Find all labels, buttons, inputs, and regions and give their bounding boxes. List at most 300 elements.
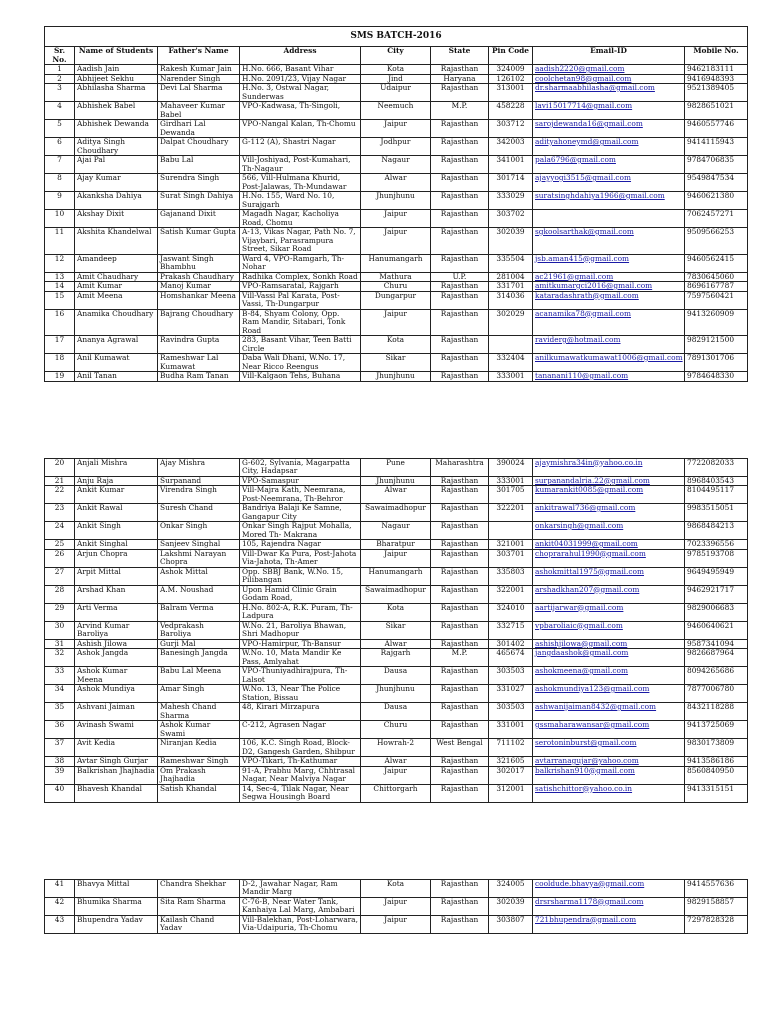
- email-cell: [533, 621, 685, 639]
- city-cell: Alwar: [361, 486, 431, 504]
- city-cell: Sawaimadhopur: [361, 504, 431, 522]
- address-cell: VPO-Tikari, Th-Kathumar: [240, 757, 361, 767]
- state-cell: Rajasthan: [431, 540, 489, 550]
- mobile-cell: 9826687964: [685, 649, 748, 667]
- city-cell: Jind: [361, 74, 431, 84]
- email-link[interactable]: ajayyogi3515@gmail.com: [535, 173, 632, 182]
- mobile-cell: 9983515051: [685, 504, 748, 522]
- address-cell: VPO-Hamirpur, Th-Bansur: [240, 639, 361, 649]
- email-cell: [533, 739, 685, 757]
- table-row: [45, 102, 748, 120]
- state-cell: Rajasthan: [431, 685, 489, 703]
- mobile-cell: 9413725069: [685, 721, 748, 739]
- state-cell: Haryana: [431, 74, 489, 84]
- student-name-cell: Arshad Khan: [75, 585, 158, 603]
- email-link[interactable]: aartijarwar@gmail.com: [535, 603, 624, 612]
- father-name-cell: Ashok Kumar Swami: [158, 721, 240, 739]
- email-cell: [533, 120, 685, 138]
- pin-code-cell: 333029: [489, 192, 533, 210]
- father-name-cell: Gajanand Dixit: [158, 210, 240, 228]
- city-cell: Udaipur: [361, 84, 431, 102]
- email-cell: [533, 282, 685, 292]
- email-link[interactable]: coolchetan98@gmail.com: [535, 74, 632, 83]
- table-row: [45, 504, 748, 522]
- city-cell: Churu: [361, 721, 431, 739]
- email-link[interactable]: amitkumargci2016@gmail.com: [535, 281, 653, 290]
- email-cell: [533, 486, 685, 504]
- father-name-cell: Budha Ram Tanan: [158, 372, 240, 382]
- state-cell: Maharashtra: [431, 458, 489, 476]
- father-name-cell: Chandra Shekhar: [158, 879, 240, 897]
- sr-no-cell: 1: [45, 65, 75, 75]
- student-name-cell: Arvind Kumar Baroliya: [75, 621, 158, 639]
- email-cell: [533, 254, 685, 272]
- mobile-cell: 7297828328: [685, 915, 748, 933]
- email-cell: [533, 102, 685, 120]
- student-table-continued: [44, 879, 748, 934]
- email-link[interactable]: vpbaroliaic@gmail.com: [535, 621, 623, 630]
- address-cell: H.No. 3, Ostwal Nagar, Sunderwas: [240, 84, 361, 102]
- father-name-cell: Ravindra Gupta: [158, 336, 240, 354]
- table-row: [45, 549, 748, 567]
- state-cell: Rajasthan: [431, 585, 489, 603]
- student-name-cell: Amit Chaudhary: [75, 272, 158, 282]
- address-cell: H.No. 802-A, R.K. Puram, Th-Ladpura: [240, 603, 361, 621]
- email-link[interactable]: avtarranagujar@yahoo.com: [535, 756, 639, 765]
- city-cell: Kota: [361, 65, 431, 75]
- pin-code-cell: 312001: [489, 784, 533, 802]
- student-name-cell: Amandeep: [75, 254, 158, 272]
- student-name-cell: Bhavesh Khandal: [75, 784, 158, 802]
- address-cell: 14, Sec-4, Tilak Nagar, Near Segwa Housingh Board: [240, 784, 361, 802]
- email-cell: [533, 685, 685, 703]
- father-name-cell: Ajay Mishra: [158, 458, 240, 476]
- sr-no-cell: 18: [45, 354, 75, 372]
- student-name-cell: Ajai Pal: [75, 156, 158, 174]
- father-name-cell: A.M. Noushad: [158, 585, 240, 603]
- mobile-cell: 9549847534: [685, 174, 748, 192]
- father-name-cell: Rameshwar Singh: [158, 757, 240, 767]
- city-cell: Jaipur: [361, 766, 431, 784]
- father-name-cell: Kailash Chand Yadav: [158, 915, 240, 933]
- state-cell: Rajasthan: [431, 156, 489, 174]
- mobile-cell: 7062457271: [685, 210, 748, 228]
- city-cell: Kota: [361, 879, 431, 897]
- address-cell: 48, Kirari Mirzapura: [240, 703, 361, 721]
- table-row: [45, 65, 748, 75]
- address-cell: VPO-Thuniyadhirajpura, Th-Lalsot: [240, 667, 361, 685]
- pin-code-cell: 324005: [489, 879, 533, 897]
- state-cell: Rajasthan: [431, 228, 489, 255]
- state-cell: Rajasthan: [431, 210, 489, 228]
- sr-no-cell: 40: [45, 784, 75, 802]
- state-cell: Rajasthan: [431, 354, 489, 372]
- email-link[interactable]: kumarankit0085@gmail.com: [535, 485, 644, 494]
- address-cell: G-602, Sylvania, Magarpatta City, Hadapsar: [240, 458, 361, 476]
- table-row: [45, 897, 748, 915]
- email-link[interactable]: drsrsharma1178@gmail.com: [535, 897, 644, 906]
- state-cell: Rajasthan: [431, 174, 489, 192]
- city-cell: Pune: [361, 458, 431, 476]
- email-link[interactable]: anilkumawatkumawat1006@gmail.com: [535, 353, 683, 362]
- student-name-cell: Ashvani Jaiman: [75, 703, 158, 721]
- pin-code-cell: 301705: [489, 486, 533, 504]
- pin-code-cell: 332715: [489, 621, 533, 639]
- address-cell: D-2, Jawahar Nagar, Ram Mandir Marg: [240, 879, 361, 897]
- state-cell: Rajasthan: [431, 254, 489, 272]
- email-cell: [533, 228, 685, 255]
- father-name-cell: Homshankar Meena: [158, 291, 240, 309]
- state-cell: Rajasthan: [431, 282, 489, 292]
- pin-code-cell: 302039: [489, 228, 533, 255]
- table-row: [45, 649, 748, 667]
- city-cell: Jaipur: [361, 120, 431, 138]
- email-link[interactable]: dr.sharmaabhilasha@gmail.com: [535, 83, 655, 92]
- city-cell: Bharatpur: [361, 540, 431, 550]
- state-cell: Rajasthan: [431, 784, 489, 802]
- state-cell: Rajasthan: [431, 721, 489, 739]
- address-cell: C-212, Agrasen Nagar: [240, 721, 361, 739]
- city-cell: Nagaur: [361, 522, 431, 540]
- email-link[interactable]: ashokmundiya123@gmail.com: [535, 684, 650, 693]
- email-cell: [533, 74, 685, 84]
- state-cell: Rajasthan: [431, 522, 489, 540]
- email-cell: [533, 721, 685, 739]
- city-cell: Nagaur: [361, 156, 431, 174]
- mobile-cell: 8094265686: [685, 667, 748, 685]
- mobile-cell: 7877006780: [685, 685, 748, 703]
- mobile-cell: 9509566253: [685, 228, 748, 255]
- mobile-cell: 9462921717: [685, 585, 748, 603]
- email-link[interactable]: choprarahul1990@gmail.com: [535, 549, 646, 558]
- sr-no-cell: 36: [45, 721, 75, 739]
- mobile-cell: 8968403543: [685, 476, 748, 486]
- email-link[interactable]: onkarsingh@gmail.com: [535, 521, 624, 530]
- email-cell: [533, 879, 685, 897]
- address-cell: C-76-B, Near Water Tank, Kanhaiya Lal Marg, Ambabari: [240, 897, 361, 915]
- table-row: [45, 739, 748, 757]
- pin-code-cell: 321001: [489, 540, 533, 550]
- pin-code-cell: 342003: [489, 138, 533, 156]
- email-cell: [533, 649, 685, 667]
- father-name-cell: Satish Kumar Gupta: [158, 228, 240, 255]
- sr-no-cell: 21: [45, 476, 75, 486]
- table-row: [45, 210, 748, 228]
- pin-code-cell: 321605: [489, 757, 533, 767]
- student-name-cell: Arpit Mittal: [75, 567, 158, 585]
- pin-code-cell: 302017: [489, 766, 533, 784]
- page-gap: [44, 382, 747, 458]
- table-row: [45, 192, 748, 210]
- header-col-state: State: [431, 47, 489, 65]
- state-cell: U.P.: [431, 272, 489, 282]
- email-link[interactable]: ajaymishra34in@yahoo.co.in: [535, 458, 643, 467]
- pin-code-cell: 333001: [489, 476, 533, 486]
- table-row: [45, 354, 748, 372]
- email-cell: [533, 458, 685, 476]
- sr-no-cell: 12: [45, 254, 75, 272]
- table-row: [45, 757, 748, 767]
- table-header-row: [45, 47, 748, 65]
- address-cell: W.No. 13, Near The Police Station, Bissau: [240, 685, 361, 703]
- state-cell: West Bengal: [431, 739, 489, 757]
- mobile-cell: 7722082033: [685, 458, 748, 476]
- city-cell: Hanumangarh: [361, 567, 431, 585]
- sr-no-cell: 22: [45, 486, 75, 504]
- address-cell: Opp. SBBJ Bank, W.No. 15, Pilibangan: [240, 567, 361, 585]
- table-row: [45, 372, 748, 382]
- pin-code-cell: 333001: [489, 372, 533, 382]
- student-name-cell: Avtar Singh Gurjar: [75, 757, 158, 767]
- student-name-cell: Bhupendra Yadav: [75, 915, 158, 933]
- email-link[interactable]: 721bhupendra@gmail.com: [535, 915, 637, 924]
- student-name-cell: Anil Tanan: [75, 372, 158, 382]
- sr-no-cell: 25: [45, 540, 75, 550]
- pin-code-cell: 303702: [489, 210, 533, 228]
- sr-no-cell: 8: [45, 174, 75, 192]
- table-row: [45, 621, 748, 639]
- email-cell: [533, 585, 685, 603]
- table-row: [45, 721, 748, 739]
- table-row: [45, 74, 748, 84]
- city-cell: Howrah-2: [361, 739, 431, 757]
- email-link[interactable]: ashokmittal1975@gmail.com: [535, 567, 644, 576]
- table-row: [45, 486, 748, 504]
- email-cell: [533, 291, 685, 309]
- city-cell: Jhunjhunu: [361, 192, 431, 210]
- city-cell: Chittorgarh: [361, 784, 431, 802]
- father-name-cell: Banesingh Jangda: [158, 649, 240, 667]
- email-cell: [533, 667, 685, 685]
- email-link[interactable]: ankitrawal736@gmail.com: [535, 503, 636, 512]
- email-cell: [533, 174, 685, 192]
- table-row: [45, 879, 748, 897]
- email-link[interactable]: satishchittor@yahoo.co.in: [535, 784, 633, 793]
- address-cell: Vill-Vassi Pal Karata, Post-Vassi, Th-Dungarpur: [240, 291, 361, 309]
- email-link[interactable]: ashwanijaiman8432@gmail.com: [535, 702, 657, 711]
- student-name-cell: Abhilasha Sharma: [75, 84, 158, 102]
- header-col-email: Email-ID: [533, 47, 685, 65]
- table-row: [45, 120, 748, 138]
- email-link[interactable]: balkrishan910@gmail.com: [535, 766, 635, 775]
- sr-no-cell: 10: [45, 210, 75, 228]
- email-link[interactable]: cooldude.bhavya@gmail.com: [535, 879, 645, 888]
- table-row: [45, 639, 748, 649]
- table-row: [45, 84, 748, 102]
- city-cell: Dausa: [361, 703, 431, 721]
- father-name-cell: Surendra Singh: [158, 174, 240, 192]
- student-name-cell: Arjun Chopra: [75, 549, 158, 567]
- mobile-cell: 9649495949: [685, 567, 748, 585]
- address-cell: Radhika Complex, Sonkh Road: [240, 272, 361, 282]
- state-cell: Rajasthan: [431, 897, 489, 915]
- father-name-cell: Dalpat Choudhary: [158, 138, 240, 156]
- pin-code-cell: 301714: [489, 174, 533, 192]
- city-cell: Rajgarh: [361, 649, 431, 667]
- pin-code-cell: 303503: [489, 667, 533, 685]
- father-name-cell: Narender Singh: [158, 74, 240, 84]
- pin-code-cell: 126102: [489, 74, 533, 84]
- father-name-cell: Suresh Chand: [158, 504, 240, 522]
- sr-no-cell: 20: [45, 458, 75, 476]
- student-name-cell: Balkrishan Jhajhadia: [75, 766, 158, 784]
- email-link[interactable]: raviderg@hotmail.com: [535, 335, 621, 344]
- mobile-cell: 9462183111: [685, 65, 748, 75]
- email-link[interactable]: acanamika78@gmail.com: [535, 309, 631, 318]
- sr-no-cell: 7: [45, 156, 75, 174]
- city-cell: Neemuch: [361, 102, 431, 120]
- sr-no-cell: 19: [45, 372, 75, 382]
- sr-no-cell: 39: [45, 766, 75, 784]
- email-link[interactable]: jsb.aman415@gmail.com: [535, 254, 630, 263]
- father-name-cell: Devi Lal Sharma: [158, 84, 240, 102]
- email-link[interactable]: sarojdewanda16@gmail.com: [535, 119, 643, 128]
- city-cell: Alwar: [361, 639, 431, 649]
- address-cell: Bandriya Balaji Ke Samne, Gangapur City: [240, 504, 361, 522]
- email-link[interactable]: serotoninburst@gmail.com: [535, 738, 637, 747]
- table-row: [45, 784, 748, 802]
- sr-no-cell: 30: [45, 621, 75, 639]
- father-name-cell: Vedprakash Baroliya: [158, 621, 240, 639]
- city-cell: Jaipur: [361, 915, 431, 933]
- table-row: [45, 667, 748, 685]
- father-name-cell: Satish Khandal: [158, 784, 240, 802]
- address-cell: H.No. 2091/23, Vijay Nagar: [240, 74, 361, 84]
- pin-code-cell: [489, 522, 533, 540]
- mobile-cell: 9413260909: [685, 309, 748, 336]
- sr-no-cell: 26: [45, 549, 75, 567]
- student-table-continued: [44, 458, 748, 803]
- address-cell: Vill-Kalgaon Tehs, Buhana: [240, 372, 361, 382]
- student-name-cell: Abhijeet Sekhu: [75, 74, 158, 84]
- email-link[interactable]: ashishjilowa@gmail.com: [535, 639, 628, 648]
- student-name-cell: Anamika Choudhary: [75, 309, 158, 336]
- city-cell: Kota: [361, 336, 431, 354]
- email-link[interactable]: surpanandalria.22@gmail.com: [535, 476, 650, 485]
- sr-no-cell: 31: [45, 639, 75, 649]
- student-name-cell: Akanksha Dahiya: [75, 192, 158, 210]
- state-cell: Rajasthan: [431, 549, 489, 567]
- table-row: [45, 174, 748, 192]
- father-name-cell: Girdhari Lal Dewanda: [158, 120, 240, 138]
- mobile-cell: 9413586186: [685, 757, 748, 767]
- city-cell: Sikar: [361, 621, 431, 639]
- state-cell: Rajasthan: [431, 476, 489, 486]
- mobile-cell: 9587341094: [685, 639, 748, 649]
- email-link[interactable]: ac21961@gmail.com: [535, 272, 614, 281]
- sr-no-cell: 13: [45, 272, 75, 282]
- pin-code-cell: 331001: [489, 721, 533, 739]
- address-cell: Vill-Majra Kath, Neemrana, Post-Neemrana, Th-Behror: [240, 486, 361, 504]
- father-name-cell: Om Prakash Jhajhadia: [158, 766, 240, 784]
- address-cell: Daba Wali Dhani, W.No. 17, Near Ricco Reengus: [240, 354, 361, 372]
- mobile-cell: 9868484213: [685, 522, 748, 540]
- sr-no-cell: 3: [45, 84, 75, 102]
- father-name-cell: Amar Singh: [158, 685, 240, 703]
- email-cell: [533, 84, 685, 102]
- student-name-cell: Ashok Mundiya: [75, 685, 158, 703]
- email-link[interactable]: pala6796@gmail.com: [535, 155, 616, 164]
- sr-no-cell: 33: [45, 667, 75, 685]
- email-link[interactable]: gssmaharawansar@gmail.com: [535, 720, 650, 729]
- city-cell: Sikar: [361, 354, 431, 372]
- state-cell: Rajasthan: [431, 766, 489, 784]
- father-name-cell: Balram Verma: [158, 603, 240, 621]
- header-col-sr-no: Sr. No.: [45, 47, 75, 65]
- email-cell: [533, 915, 685, 933]
- mobile-cell: 9828651021: [685, 102, 748, 120]
- state-cell: Rajasthan: [431, 291, 489, 309]
- pin-code-cell: 711102: [489, 739, 533, 757]
- email-link[interactable]: sgkoolsarthak@gmail.com: [535, 227, 634, 236]
- email-link[interactable]: ashokmeena@gmail.com: [535, 666, 629, 675]
- mobile-cell: 8432118288: [685, 703, 748, 721]
- pin-code-cell: 331027: [489, 685, 533, 703]
- header-col-father: Father's Name: [158, 47, 240, 65]
- table-row: [45, 567, 748, 585]
- father-name-cell: Manoj Kumar: [158, 282, 240, 292]
- address-cell: Onkar Singh Rajput Mohalla, Mored Th- Makrana: [240, 522, 361, 540]
- pin-code-cell: 335504: [489, 254, 533, 272]
- email-link[interactable]: tananani110@gmail.com: [535, 371, 629, 380]
- sr-no-cell: 23: [45, 504, 75, 522]
- email-cell: [533, 272, 685, 282]
- email-cell: [533, 540, 685, 550]
- sr-no-cell: 32: [45, 649, 75, 667]
- email-link[interactable]: suratsinghdahiya1966@gmail.com: [535, 191, 665, 200]
- email-link[interactable]: lavi15017714@gmail.com: [535, 101, 633, 110]
- address-cell: VPO-Nangal Kalan, Th-Chomu: [240, 120, 361, 138]
- father-name-cell: Lakshmi Narayan Chopra: [158, 549, 240, 567]
- student-name-cell: Ananya Agrawal: [75, 336, 158, 354]
- email-cell: [533, 603, 685, 621]
- sr-no-cell: 41: [45, 879, 75, 897]
- mobile-cell: 9784648330: [685, 372, 748, 382]
- city-cell: Jhunjhunu: [361, 685, 431, 703]
- mobile-cell: 8560840950: [685, 766, 748, 784]
- father-name-cell: Sita Ram Sharma: [158, 897, 240, 915]
- mobile-cell: 9829006683: [685, 603, 748, 621]
- email-link[interactable]: adityahoneymd@gmail.com: [535, 137, 639, 146]
- pin-code-cell: 324010: [489, 603, 533, 621]
- state-cell: Rajasthan: [431, 65, 489, 75]
- mobile-cell: 9460621380: [685, 192, 748, 210]
- email-cell: [533, 703, 685, 721]
- email-cell: [533, 639, 685, 649]
- sr-no-cell: 43: [45, 915, 75, 933]
- email-link[interactable]: jangdaashok@gmail.com: [535, 648, 629, 657]
- state-cell: Rajasthan: [431, 84, 489, 102]
- table-row: [45, 291, 748, 309]
- email-link[interactable]: arshadkhan207@gmail.com: [535, 585, 640, 594]
- state-cell: Rajasthan: [431, 504, 489, 522]
- email-link[interactable]: kataradashrath@gmail.com: [535, 291, 639, 300]
- sr-no-cell: 6: [45, 138, 75, 156]
- address-cell: A-13, Vikas Nagar, Path No. 7, Vijaybari, Parasrampura Street, Sikar Road: [240, 228, 361, 255]
- sr-no-cell: 35: [45, 703, 75, 721]
- father-name-cell: Bajrang Choudhary: [158, 309, 240, 336]
- table-row: [45, 603, 748, 621]
- father-name-cell: Onkar Singh: [158, 522, 240, 540]
- address-cell: W.No. 21, Baroliya Bhawan, Shri Madhopur: [240, 621, 361, 639]
- email-cell: [533, 476, 685, 486]
- email-link[interactable]: ankit04031999@gmail.com: [535, 539, 638, 548]
- student-name-cell: Abhishek Babel: [75, 102, 158, 120]
- pin-code-cell: 324009: [489, 65, 533, 75]
- mobile-cell: 9785193708: [685, 549, 748, 567]
- student-list-document: [44, 26, 747, 934]
- email-link[interactable]: aadish2220@gmail.com: [535, 64, 625, 73]
